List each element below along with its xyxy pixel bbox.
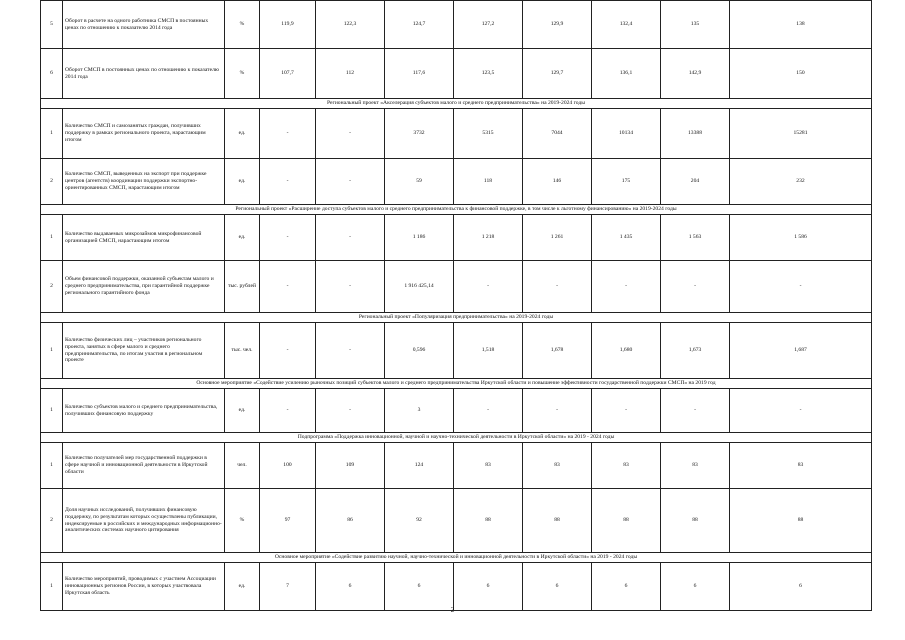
- value-cell: 112: [316, 49, 385, 99]
- indicator-row: [41, 563, 872, 611]
- value-cell: -: [316, 323, 385, 379]
- value-cell: -: [592, 261, 661, 313]
- row-number: 1: [41, 215, 63, 261]
- value-cell: 124: [385, 443, 454, 489]
- indicator-row: [41, 109, 872, 159]
- unit-cell: %: [225, 489, 260, 553]
- unit-cell: ед.: [225, 159, 260, 205]
- value-cell: 100: [260, 443, 316, 489]
- value-cell: 1 916 425,14: [385, 261, 454, 313]
- value-cell: 88: [523, 489, 592, 553]
- value-cell: 5315: [454, 109, 523, 159]
- value-cell: 109: [316, 443, 385, 489]
- row-number: 1: [41, 389, 63, 433]
- value-cell: -: [260, 159, 316, 205]
- unit-cell: тыс. чел.: [225, 323, 260, 379]
- value-cell: 1 218: [454, 215, 523, 261]
- value-cell: 1,678: [523, 323, 592, 379]
- indicator-row: [41, 323, 872, 379]
- section-title: Основное мероприятие «Содействие развитию научной, научно-технической и инновационной деятельности в Иркутской области» на 2019 - 2024 годы: [41, 553, 872, 563]
- value-cell: 1,680: [592, 323, 661, 379]
- value-cell: 135: [661, 1, 730, 49]
- value-cell: 146: [523, 159, 592, 205]
- value-cell: 6: [523, 563, 592, 611]
- indicator-row: [41, 489, 872, 553]
- value-cell: -: [454, 261, 523, 313]
- value-cell: 150: [730, 49, 872, 99]
- row-number: 2: [41, 159, 63, 205]
- value-cell: 127,2: [454, 1, 523, 49]
- indicator-name: Количество мероприятий, проводимых с участием Ассоциации инновационных регионов России, в которых участвовала Иркутская область: [63, 563, 225, 611]
- value-cell: 7044: [523, 109, 592, 159]
- section-title: Основное мероприятие «Содействие усилению рыночных позиций субъектов малого и среднего предпринимательства Иркутской области и повышение эффективности государственной поддержки СМСП» на 2019 год: [41, 379, 872, 389]
- value-cell: 97: [260, 489, 316, 553]
- unit-cell: чел.: [225, 443, 260, 489]
- value-cell: 175: [592, 159, 661, 205]
- value-cell: 88: [592, 489, 661, 553]
- value-cell: 138: [730, 1, 872, 49]
- row-number: 2: [41, 261, 63, 313]
- value-cell: -: [730, 389, 872, 433]
- value-cell: 83: [523, 443, 592, 489]
- value-cell: -: [260, 215, 316, 261]
- value-cell: 3732: [385, 109, 454, 159]
- value-cell: 1 435: [592, 215, 661, 261]
- value-cell: 6: [730, 563, 872, 611]
- value-cell: -: [260, 109, 316, 159]
- value-cell: 1 261: [523, 215, 592, 261]
- unit-cell: ед.: [225, 389, 260, 433]
- page-number: 2: [450, 606, 455, 614]
- value-cell: 83: [592, 443, 661, 489]
- value-cell: 1 586: [730, 215, 872, 261]
- value-cell: 6: [454, 563, 523, 611]
- value-cell: -: [316, 389, 385, 433]
- indicator-name: Оборот СМСП в постоянных ценах по отношению к показателю 2014 года: [63, 49, 225, 99]
- row-number: 1: [41, 323, 63, 379]
- value-cell: 129,9: [523, 1, 592, 49]
- value-cell: 136,1: [592, 49, 661, 99]
- value-cell: -: [730, 261, 872, 313]
- value-cell: -: [260, 323, 316, 379]
- value-cell: 1 186: [385, 215, 454, 261]
- value-cell: 86: [316, 489, 385, 553]
- row-number: 1: [41, 563, 63, 611]
- value-cell: 1,518: [454, 323, 523, 379]
- value-cell: 117,6: [385, 49, 454, 99]
- value-cell: 142,9: [661, 49, 730, 99]
- value-cell: -: [523, 261, 592, 313]
- section-title: Региональный проект «Популяризация предпринимательства» на 2019-2024 годы: [41, 313, 872, 323]
- value-cell: -: [316, 109, 385, 159]
- row-number: 6: [41, 49, 63, 99]
- value-cell: -: [316, 215, 385, 261]
- value-cell: 10134: [592, 109, 661, 159]
- value-cell: 1,687: [730, 323, 872, 379]
- indicator-name: Количество получателей мер государственной поддержки в сфере научной и инновационной деятельности в Иркутской области: [63, 443, 225, 489]
- indicators-table: [40, 0, 872, 611]
- value-cell: 88: [661, 489, 730, 553]
- value-cell: 13388: [661, 109, 730, 159]
- unit-cell: тыс. рублей: [225, 261, 260, 313]
- value-cell: 88: [730, 489, 872, 553]
- value-cell: 59: [385, 159, 454, 205]
- section-header-row: [41, 379, 872, 389]
- indicator-name: Доля научных исследований, получивших финансовую поддержку, по результатам которых осуществлены публикации, индексируемые в российских и международных информационно-аналитических системах научного цитирования: [63, 489, 225, 553]
- section-header-row: [41, 99, 872, 109]
- value-cell: -: [260, 261, 316, 313]
- indicator-row: [41, 159, 872, 205]
- value-cell: -: [316, 159, 385, 205]
- value-cell: 129,7: [523, 49, 592, 99]
- unit-cell: ед.: [225, 563, 260, 611]
- row-number: 2: [41, 489, 63, 553]
- value-cell: 83: [730, 443, 872, 489]
- value-cell: 15281: [730, 109, 872, 159]
- value-cell: 3: [385, 389, 454, 433]
- value-cell: 83: [454, 443, 523, 489]
- indicator-row: [41, 1, 872, 49]
- indicator-row: [41, 443, 872, 489]
- value-cell: 132,4: [592, 1, 661, 49]
- value-cell: 92: [385, 489, 454, 553]
- section-header-row: [41, 313, 872, 323]
- value-cell: 0,596: [385, 323, 454, 379]
- value-cell: 232: [730, 159, 872, 205]
- unit-cell: ед.: [225, 109, 260, 159]
- value-cell: 6: [385, 563, 454, 611]
- indicator-row: [41, 49, 872, 99]
- indicator-name: Объем финансовой поддержки, оказанной субъектам малого и среднего предпринимательства, при гарантийной поддержке регионального гарантийного фонда: [63, 261, 225, 313]
- section-header-row: [41, 553, 872, 563]
- value-cell: 6: [316, 563, 385, 611]
- value-cell: 83: [661, 443, 730, 489]
- value-cell: -: [523, 389, 592, 433]
- value-cell: 119,9: [260, 1, 316, 49]
- unit-cell: %: [225, 1, 260, 49]
- indicator-name: Количество СМСП, выведенных на экспорт при поддержке центров (агентств) координации поддержки экспортно-ориентированных СМСП, нарастающим итогом: [63, 159, 225, 205]
- indicator-name: Количество выдаваемых микрозаймов микрофинансовой организацией СМСП, нарастающим итогом: [63, 215, 225, 261]
- section-header-row: [41, 205, 872, 215]
- section-title: Подпрограмма «Поддержка инновационной, научной и научно-технической деятельности в Иркутской области» на 2019 - 2024 годы: [41, 433, 872, 443]
- indicator-name: Количество субъектов малого и среднего предпринимательства, получивших финансовую поддержку: [63, 389, 225, 433]
- value-cell: 7: [260, 563, 316, 611]
- unit-cell: ед.: [225, 215, 260, 261]
- value-cell: 123,5: [454, 49, 523, 99]
- value-cell: 122,3: [316, 1, 385, 49]
- indicator-name: Количество физических лиц – участников регионального проекта, занятых в сфере малого и среднего предпринимательства, по итогам участия в региональном проекте: [63, 323, 225, 379]
- value-cell: 1 563: [661, 215, 730, 261]
- value-cell: 118: [454, 159, 523, 205]
- value-cell: 107,7: [260, 49, 316, 99]
- indicator-name: Количество СМСП и самозанятых граждан, получивших поддержку в рамках регионального проекта, нарастающим итогом: [63, 109, 225, 159]
- row-number: 1: [41, 109, 63, 159]
- indicator-name: Оборот в расчете на одного работника СМСП в постоянных ценах по отношению к показателю 2014 года: [63, 1, 225, 49]
- row-number: 1: [41, 443, 63, 489]
- value-cell: -: [316, 261, 385, 313]
- row-number: 5: [41, 1, 63, 49]
- section-header-row: [41, 433, 872, 443]
- section-title: Региональный проект «Расширение доступа субъектов малого и среднего предпринимательства к финансовой поддержке, в том числе к льготному финансированию» на 2019-2024 годы: [41, 205, 872, 215]
- value-cell: -: [260, 389, 316, 433]
- value-cell: -: [592, 389, 661, 433]
- section-title: Региональный проект «Акселерация субъектов малого и среднего предпринимательства» на 2019-2024 годы: [41, 99, 872, 109]
- value-cell: -: [454, 389, 523, 433]
- indicator-row: [41, 215, 872, 261]
- unit-cell: %: [225, 49, 260, 99]
- value-cell: 6: [661, 563, 730, 611]
- value-cell: 124,7: [385, 1, 454, 49]
- indicator-row: [41, 389, 872, 433]
- value-cell: 6: [592, 563, 661, 611]
- value-cell: 88: [454, 489, 523, 553]
- value-cell: -: [661, 389, 730, 433]
- value-cell: -: [661, 261, 730, 313]
- value-cell: 1,673: [661, 323, 730, 379]
- value-cell: 204: [661, 159, 730, 205]
- indicator-row: [41, 261, 872, 313]
